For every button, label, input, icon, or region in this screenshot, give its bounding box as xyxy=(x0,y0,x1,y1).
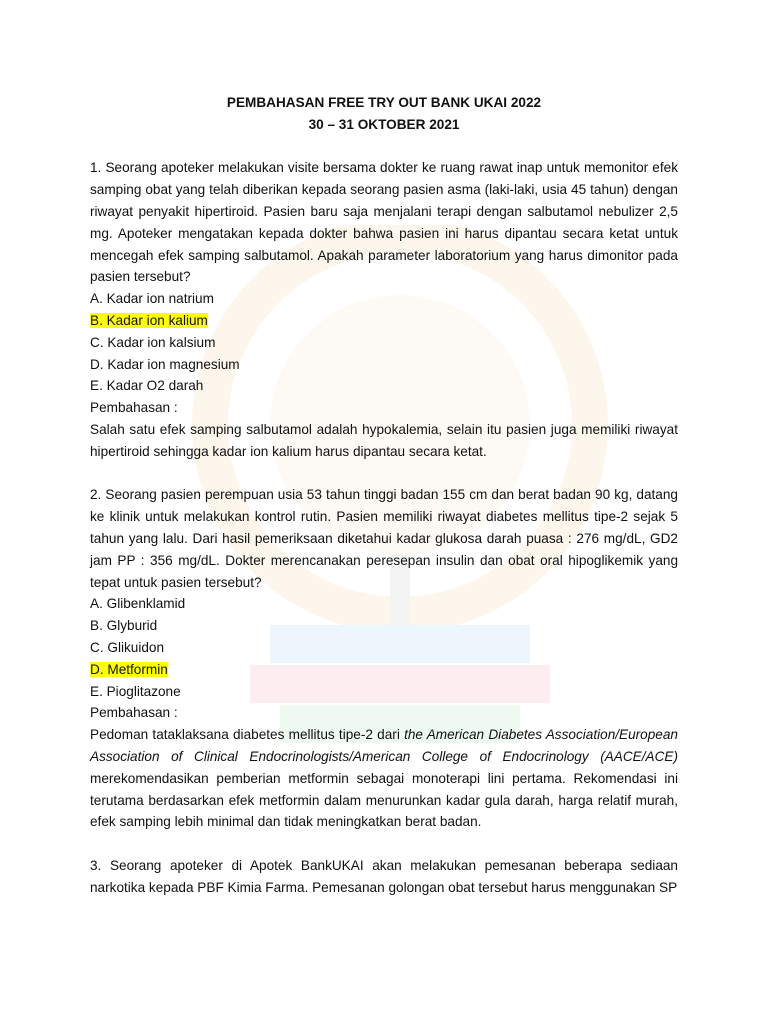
question-text xyxy=(90,157,678,288)
option-e: E. Pioglitazone xyxy=(90,683,181,699)
question-text xyxy=(90,855,678,899)
document-page xyxy=(90,92,678,898)
option-b: B. Glyburid xyxy=(90,618,158,634)
question-body: Seorang apoteker di Apotek BankUKAI akan melakukan pemesanan beberapa sediaan narkotika kepada PBF Kimia Farma. Pemesanan golongan obat tersebut harus menggunakan SP xyxy=(90,857,678,895)
discussion-label: Pembahasan : xyxy=(90,705,178,721)
question-3 xyxy=(90,855,678,899)
question-number: 2. xyxy=(90,487,102,503)
option-a: A. Kadar ion natrium xyxy=(90,291,214,307)
discussion-text: Salah satu efek samping salbutamol adalah hypokalemia, selain itu pasien juga memiliki riwayat hipertiroid sehingga kadar ion kalium harus dipantau secara ketat. xyxy=(90,421,678,459)
question-1 xyxy=(90,157,678,462)
answer-highlight: B. Kadar ion kalium xyxy=(90,312,208,328)
question-body: Seorang apoteker melakukan visite bersama dokter ke ruang rawat inap untuk memonitor efek samping obat yang telah diberikan kepada seorang pasien asma (laki-laki, usia 45 tahun) dengan riwayat penyakit hipertiroid. Pasien baru saja menjalani terapi dengan salbutamol nebulizer 2,5 mg. Apoteker mengatakan kepada dokter bahwa pasien ini harus dipantau secara ketat untuk mencegah efek samping salbutamol. Apakah parameter laboratorium yang harus dimonitor pada pasien tersebut? xyxy=(90,160,678,285)
option-b-correct xyxy=(90,310,678,332)
guideline-source: the American Diabetes Association/European Association of Clinical Endocrinologists/American College of Endocrinology (AACE/ACE) xyxy=(90,727,678,764)
discussion-label: Pembahasan : xyxy=(90,400,178,416)
option-d-correct xyxy=(90,659,678,681)
option-c: C. Glikuidon xyxy=(90,639,165,655)
option-a: A. Glibenklamid xyxy=(90,596,186,612)
answer-highlight: D. Metformin xyxy=(90,661,168,677)
option-c: C. Kadar ion kalsium xyxy=(90,334,216,350)
question-text xyxy=(90,484,678,593)
discussion-text: Pedoman tataklaksana diabetes mellitus tipe-2 dari the American Diabetes Association/European Association of Clinical Endocrinologists/American College of Endocrinology (AACE/ACE) merekomendasikan pemberian metformin sebagai monoterapi lini pertama. Rekomendasi ini terutama berdasarkan efek metformin dalam menurunkan kadar gula darah, harga relatif murah, efek samping lebih minimal dan tidak meningkatkan berat badan. xyxy=(90,727,678,830)
option-d: D. Kadar ion magnesium xyxy=(90,356,240,372)
question-2 xyxy=(90,484,678,833)
document-title: PEMBAHASAN FREE TRY OUT BANK UKAI 2022 xyxy=(226,95,542,110)
document-date: 30 – 31 OKTOBER 2021 xyxy=(308,116,460,132)
question-number: 1. xyxy=(90,160,102,176)
question-number: 3. xyxy=(90,857,102,873)
option-e: E. Kadar O2 darah xyxy=(90,378,204,394)
question-body: Seorang pasien perempuan usia 53 tahun tinggi badan 155 cm dan berat badan 90 kg, datang ke klinik untuk melakukan kontrol rutin. Pasien memiliki riwayat diabetes mellitus tipe-2 sejak 5 tahun yang lalu. Dari hasil pemeriksaan diketahui kadar glukosa darah puasa : 276 mg/dL, GD2 jam PP : 356 mg/dL. Dokter merencanakan peresepan insulin dan obat oral hipoglikemik yang tepat untuk pasien tersebut? xyxy=(90,487,678,590)
